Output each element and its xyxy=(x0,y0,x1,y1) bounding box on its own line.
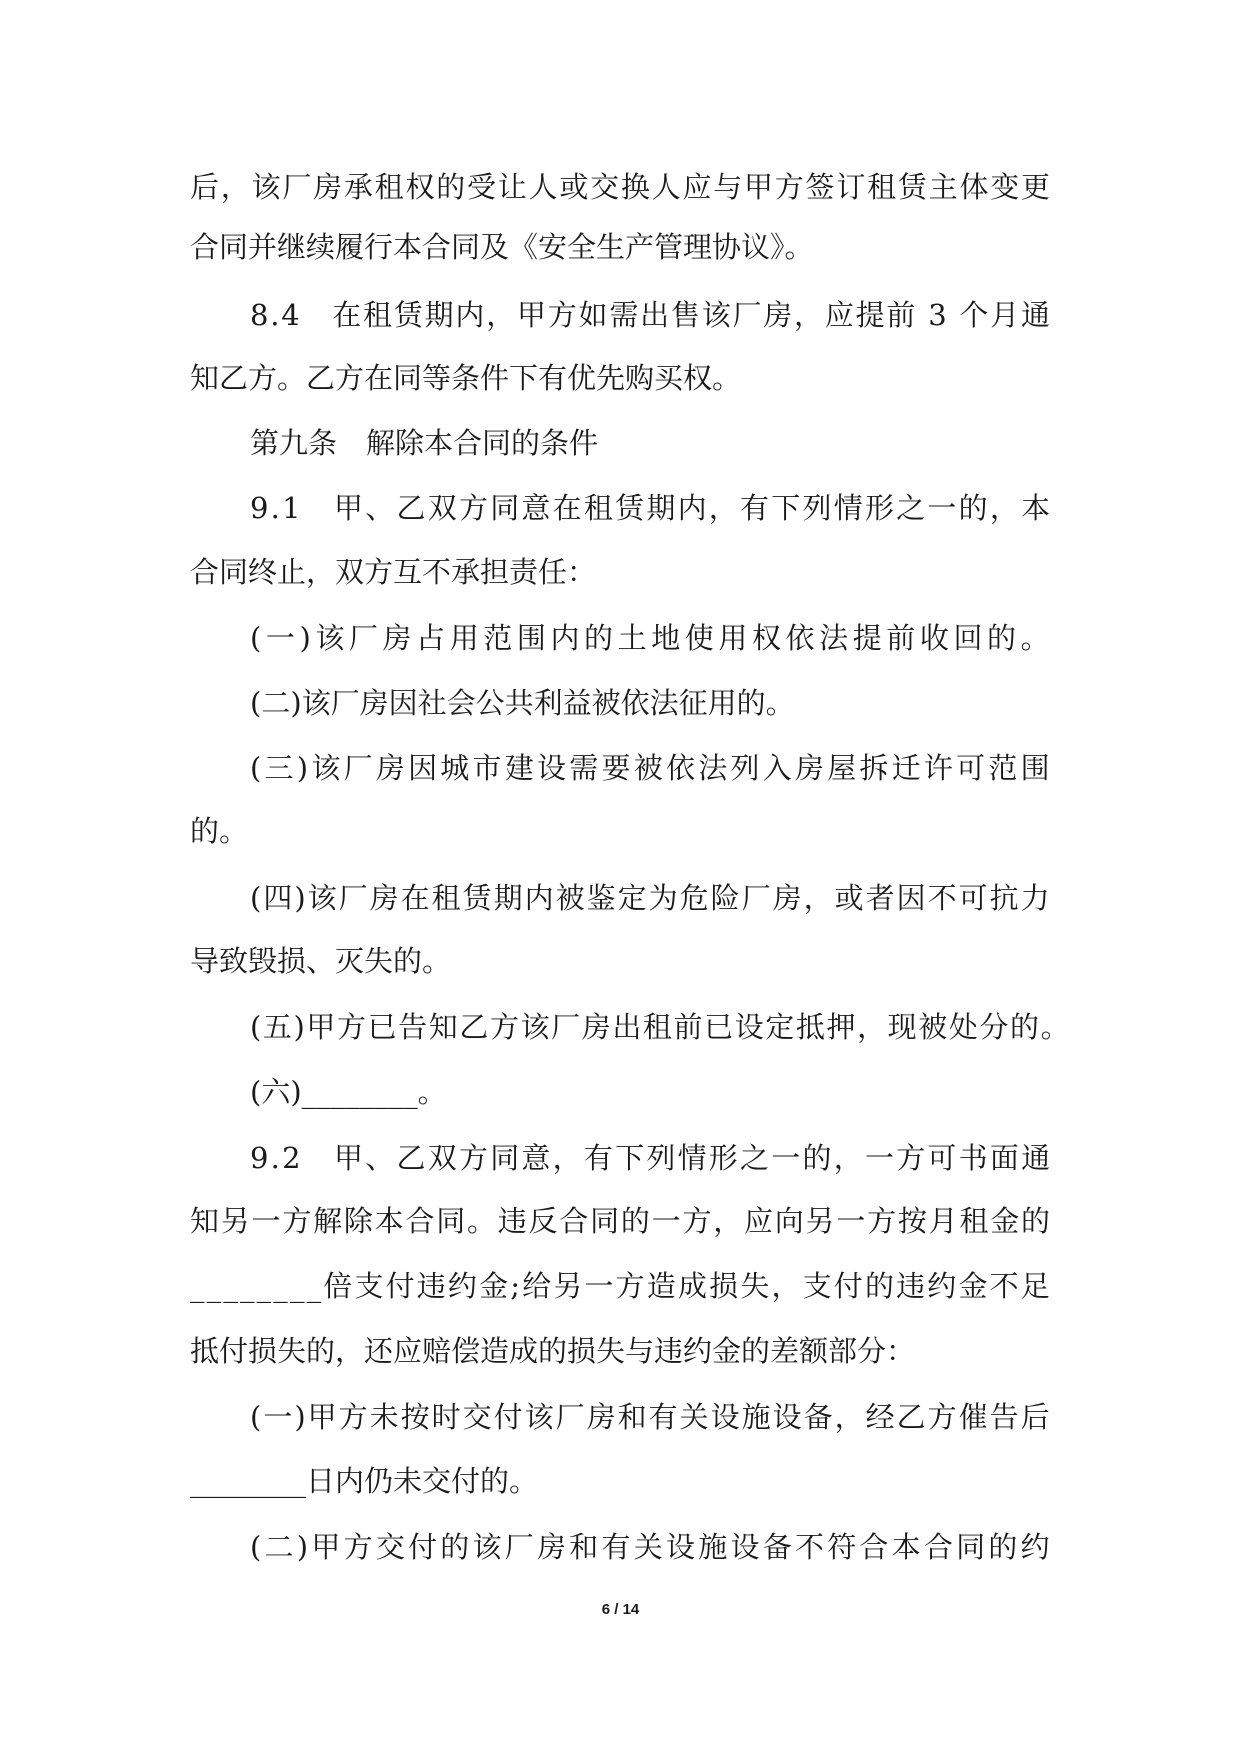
clause-8-4: 8.4 在租赁期内，甲方如需出售该厂房，应提前 3 个月通 xyxy=(250,298,1052,332)
text-line: ________倍支付违约金;给另一方造成损失，支付的违约金不足 xyxy=(190,1269,1052,1303)
text-line: 的。 xyxy=(190,814,249,848)
list-item: (四)该厂房在租赁期内被鉴定为危险厂房，或者因不可抗力 xyxy=(250,881,1052,915)
clause-9-2: 9.2 甲、乙双方同意，有下列情形之一的，一方可书面通 xyxy=(250,1141,1053,1175)
list-item: (五)甲方已告知乙方该厂房出租前已设定抵押，现被处分的。 xyxy=(250,1010,1072,1044)
page-number: 6 / 14 xyxy=(601,1601,640,1618)
text-line: 合同终止，双方互不承担责任： xyxy=(190,555,597,589)
text-line: 导致毁损、灭失的。 xyxy=(190,944,452,978)
list-item: (一)甲方未按时交付该厂房和有关设施设备，经乙方催告后 xyxy=(250,1400,1052,1434)
text-line: 知乙方。乙方在同等条件下有优先购买权。 xyxy=(190,361,742,395)
list-item: (一)该厂房占用范围内的土地使用权依法提前收回的。 xyxy=(250,621,1055,655)
article-9-heading: 第九条 解除本合同的条件 xyxy=(250,426,599,460)
text-line: ________日内仍未交付的。 xyxy=(190,1464,539,1498)
text-line: 合同并继续履行本合同及《安全生产管理协议》。 xyxy=(190,230,814,264)
list-item: (二)该厂房因社会公共利益被依法征用的。 xyxy=(250,686,795,720)
list-item: (六)________。 xyxy=(250,1075,447,1109)
list-item: (二)甲方交付的该厂房和有关设施设备不符合本合同的约 xyxy=(250,1530,1053,1564)
clause-9-1: 9.1 甲、乙双方同意在租赁期内，有下列情形之一的，本 xyxy=(250,491,1053,525)
list-item: (三)该厂房因城市建设需要被依法列入房屋拆迁许可范围 xyxy=(250,751,1053,785)
text-line: 知另一方解除本合同。违反合同的一方，应向另一方按月租金的 xyxy=(190,1204,1052,1238)
text-line: 抵付损失的，还应赔偿造成的损失与违约金的差额部分： xyxy=(190,1334,916,1368)
text-line: 后，该厂房承租权的受让人或交换人应与甲方签订租赁主体变更 xyxy=(190,170,1052,204)
